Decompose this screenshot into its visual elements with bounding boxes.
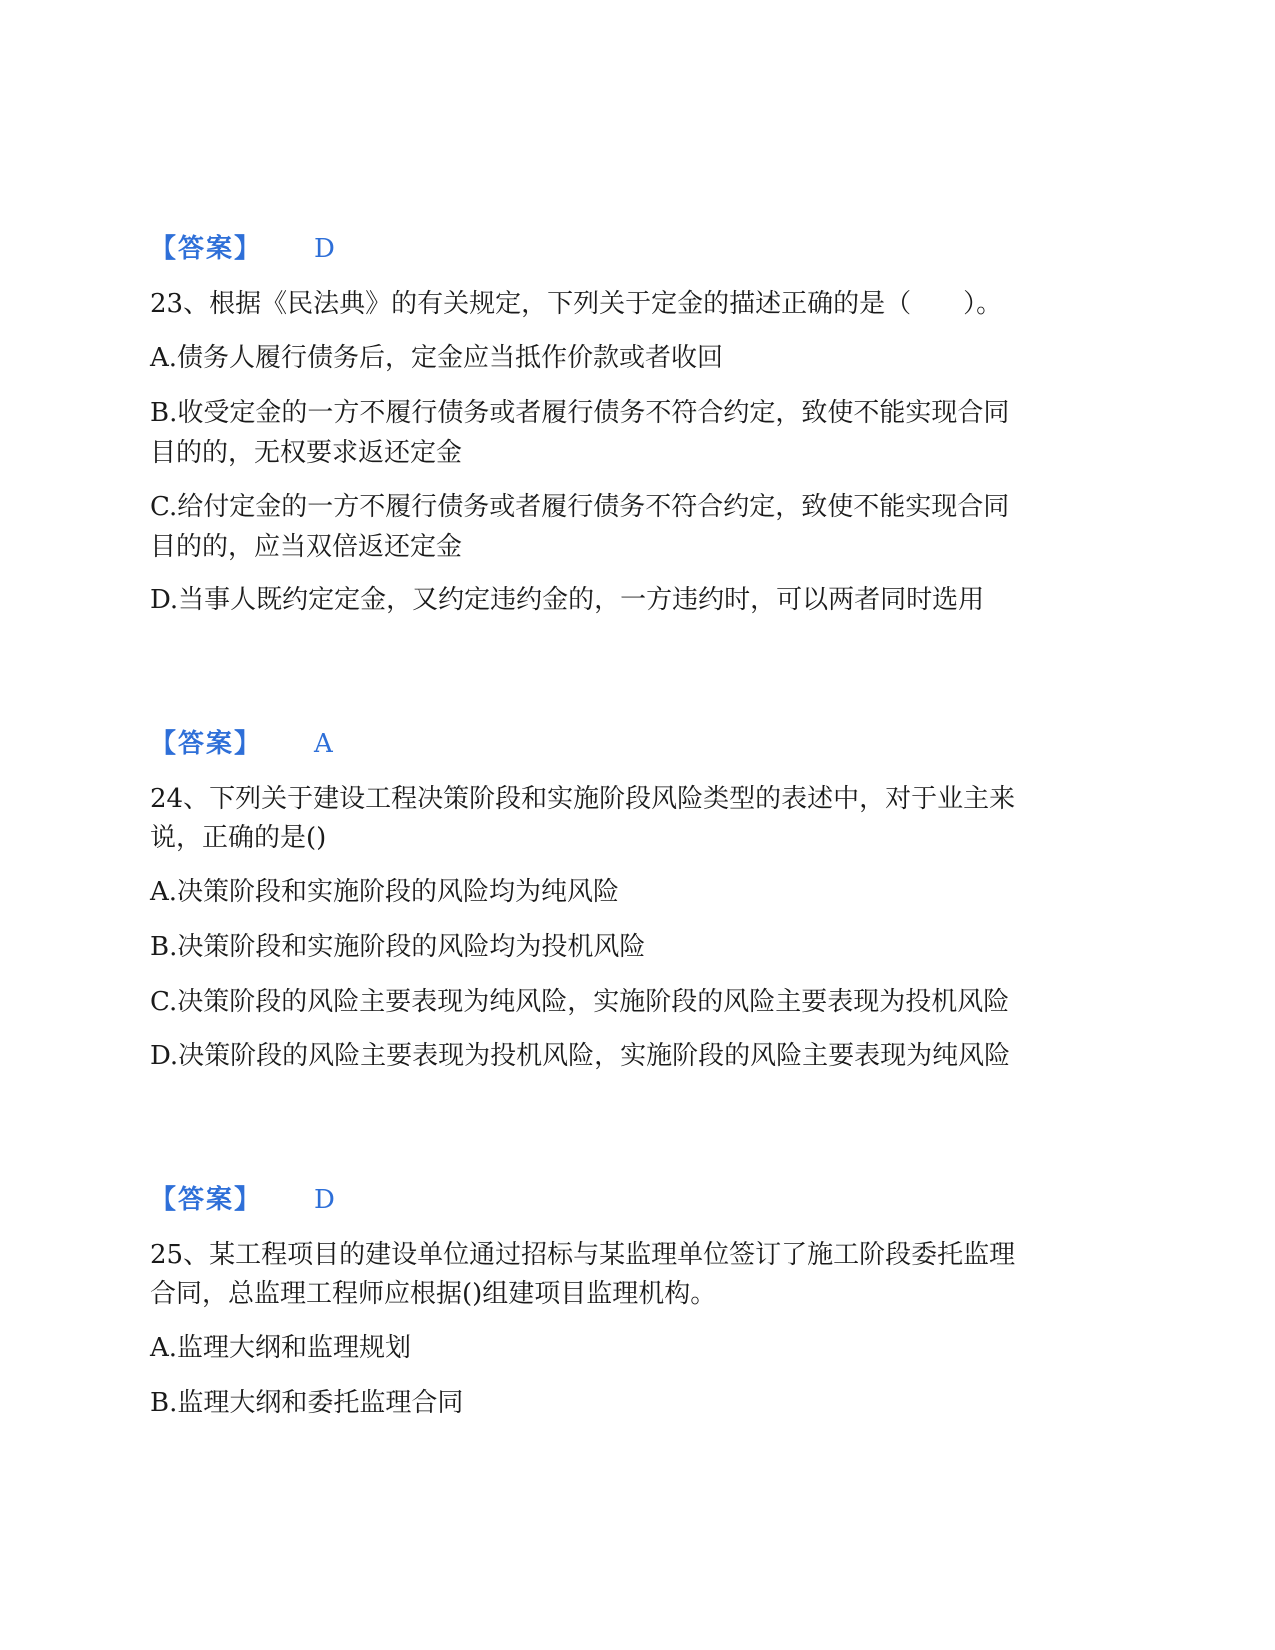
question-23-text: 23、根据《民法典》的有关规定，下列关于定金的描述正确的是（ ）。: [150, 289, 1003, 319]
option-23-a: A.债务人履行债务后，定金应当抵作价款或者收回: [150, 343, 724, 373]
option-25-a: A.监理大纲和监理规划: [150, 1333, 412, 1363]
question-25-line-1: 25、某工程项目的建设单位通过招标与某监理单位签订了施工阶段委托监理: [150, 1240, 1016, 1270]
answer-value: D: [314, 1185, 335, 1215]
option-23-b-line-2: 目的的，无权要求返还定金: [150, 438, 463, 468]
question-24-line-1: 24、下列关于建设工程决策阶段和实施阶段风险类型的表述中，对于业主来: [150, 784, 1016, 814]
option-24-a: A.决策阶段和实施阶段的风险均为纯风险: [150, 877, 620, 907]
option-23-c-line-1: C.给付定金的一方不履行债务或者履行债务不符合约定，致使不能实现合同: [150, 492, 1010, 522]
option-23-d: D.当事人既约定定金，又约定违约金的，一方违约时，可以两者同时选用: [150, 585, 985, 615]
answer-label: 【答案】: [150, 729, 263, 759]
answer-value: D: [314, 234, 335, 264]
option-25-b: B.监理大纲和委托监理合同: [150, 1388, 464, 1418]
answer-row-q23: [150, 724, 333, 764]
option-24-d: D.决策阶段的风险主要表现为投机风险，实施阶段的风险主要表现为纯风险: [150, 1041, 1011, 1071]
question-25-line-2: 合同，总监理工程师应根据()组建项目监理机构。: [150, 1279, 717, 1309]
option-23-c-line-2: 目的的，应当双倍返还定金: [150, 532, 463, 562]
answer-value: A: [314, 729, 333, 759]
answer-row-q22: [150, 229, 335, 269]
option-23-b-line-1: B.收受定金的一方不履行债务或者履行债务不符合约定，致使不能实现合同: [150, 398, 1010, 428]
answer-row-q24: [150, 1180, 335, 1220]
option-24-c: C.决策阶段的风险主要表现为纯风险，实施阶段的风险主要表现为投机风险: [150, 987, 1010, 1017]
answer-label: 【答案】: [150, 1185, 263, 1215]
answer-label: 【答案】: [150, 234, 263, 264]
question-24-line-2: 说，正确的是(): [150, 823, 327, 853]
option-24-b: B.决策阶段和实施阶段的风险均为投机风险: [150, 932, 646, 962]
